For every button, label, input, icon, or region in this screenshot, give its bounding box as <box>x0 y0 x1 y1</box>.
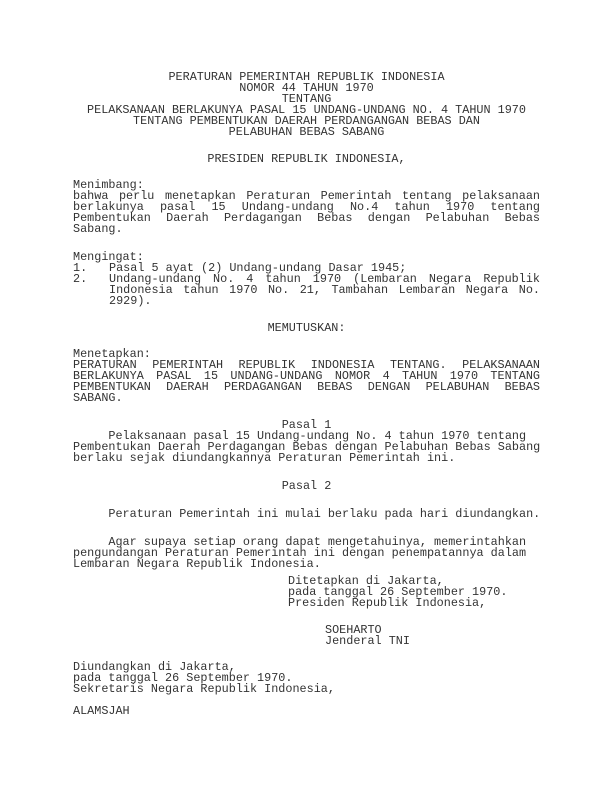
title-line: PELAKSANAAN BERLAKUNYA PASAL 15 UNDANG-UNDANG NO. 4 TAHUN 1970 <box>87 102 526 117</box>
text-line: Ditetapkan di Jakarta, <box>288 574 444 588</box>
text-line: berlakunya pasal 15 Undang-undang No.4 tahun 1970 tentang <box>73 199 540 214</box>
menimbang-label: Menimbang: <box>73 178 144 192</box>
title-line: PELABUHAN BEBAS SABANG <box>228 124 385 139</box>
text-line: PEMBENTUKAN DAERAH PERDAGANGAN BEBAS DENGAN PELABUHAN BEBAS <box>73 379 540 394</box>
title-line: PERATURAN PEMERINTAH REPUBLIK INDONESIA <box>168 70 445 84</box>
text-line: bahwa perlu menetapkan Peraturan Pemerintah tentang pelaksanaan <box>73 188 540 203</box>
mengingat-section <box>73 252 540 307</box>
document-title <box>73 72 540 137</box>
list-item <box>73 271 540 308</box>
text-line: PERATURAN PEMERINTAH REPUBLIK INDONESIA TENTANG. PELAKSANAAN <box>73 357 540 372</box>
title-line: TENTANG PEMBENTUKAN DAERAH PERDANGANGAN BEBAS DAN <box>133 113 480 128</box>
pasal-title: Pasal 1 <box>281 418 332 432</box>
text-line: BERLAKUNYA PASAL 15 UNDANG-UNDANG NOMOR 4 TAHUN 1970 TENTANG <box>73 368 540 383</box>
text-line: Pasal 5 ayat (2) Undang-undang Dasar 1945; <box>109 260 407 275</box>
title-line: TENTANG <box>281 91 332 106</box>
text-line: pengundangan Peraturan Pemerintah ini dengan penempatannya dalam <box>73 545 527 560</box>
secretary-name: ALAMSJAH <box>73 703 130 718</box>
text-line: SABANG. <box>73 390 123 405</box>
text-line: Diundangkan di Jakarta, <box>73 660 236 674</box>
list-number: 2. <box>73 271 88 286</box>
president-heading: PRESIDEN REPUBLIK INDONESIA, <box>207 152 406 166</box>
menetapkan-label: Menetapkan: <box>73 347 151 361</box>
title-line: NOMOR 44 TAHUN 1970 <box>239 80 374 95</box>
list-number: 1. <box>73 260 88 275</box>
text-line: Agar supaya setiap orang dapat mengetahuinya, memerintahkan <box>73 535 527 549</box>
signature-block <box>288 576 548 609</box>
signatory <box>325 625 525 647</box>
menetapkan-section <box>73 349 540 404</box>
pasal-2 <box>73 481 540 520</box>
text-line: Lembaran Negara Republik Indonesia. <box>73 556 321 571</box>
closing-paragraph <box>73 537 540 570</box>
text-line: Peraturan Pemerintah ini mulai berlaku pada hari diundangkan. <box>73 506 541 521</box>
text-line: Pembentukan Daerah Perdagangan Bebas dengan Pelabuhan Bebas Sabang <box>73 439 541 454</box>
text-line: pada tanggal 26 September 1970. <box>288 584 508 599</box>
text-line: Pelaksanaan pasal 15 Undang-undang No. 4 tahun 1970 tentang <box>73 428 527 443</box>
text-line: Sekretaris Negara Republik Indonesia, <box>73 681 335 696</box>
text-line: pada tanggal 26 September 1970. <box>73 670 293 685</box>
memutuskan-heading: MEMUTUSKAN: <box>267 321 346 335</box>
text-line: Undang-undang No. 4 tahun 1970 (Lembaran Negara Republik <box>109 271 540 286</box>
text-line: Indonesia tahun 1970 No. 21, Tambahan Lembaran Negara No. <box>109 282 540 297</box>
text-line: 2929). <box>109 293 152 308</box>
text-line: Pembentukan Daerah Perdagangan Bebas dengan Pelabuhan Bebas <box>73 210 540 225</box>
signatory-rank: Jenderal TNI <box>325 633 410 648</box>
text-line: Sabang. <box>73 221 123 236</box>
pasal-1 <box>73 420 540 464</box>
pasal-title: Pasal 2 <box>281 479 332 493</box>
promulgation-block <box>73 662 540 717</box>
menimbang-section <box>73 180 540 235</box>
mengingat-label: Mengingat: <box>73 250 144 264</box>
signatory-name: SOEHARTO <box>325 623 382 637</box>
text-line: Presiden Republik Indonesia, <box>288 595 487 610</box>
text-line: berlaku sejak diundangkannya Peraturan Pemerintah ini. <box>73 450 456 465</box>
